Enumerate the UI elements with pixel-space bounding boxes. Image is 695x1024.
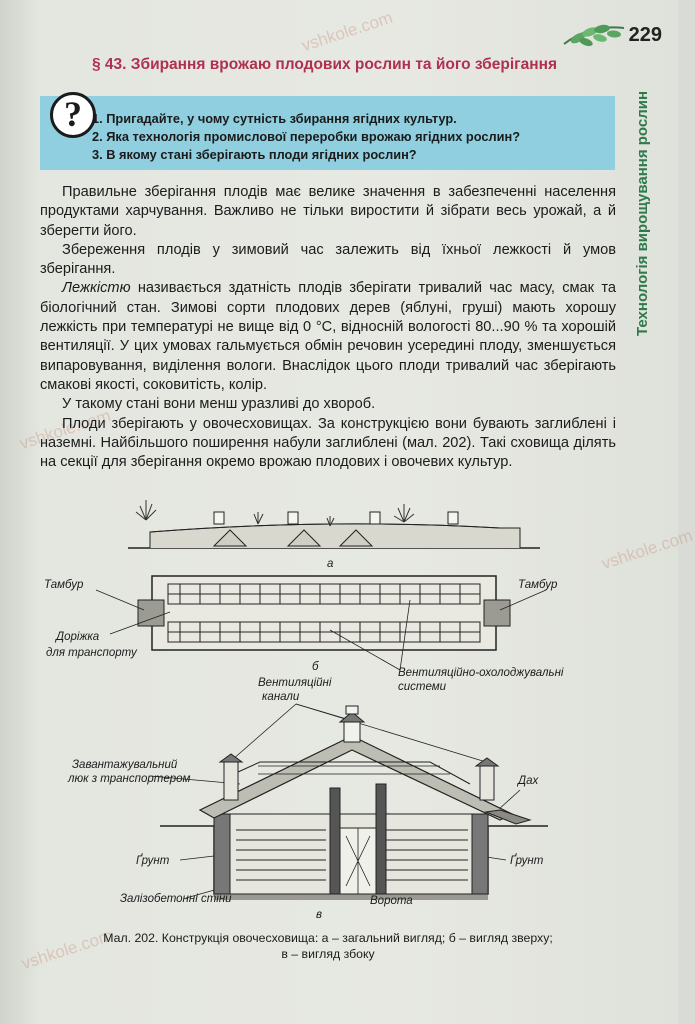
label-soil-right: Ґрунт (510, 855, 544, 867)
page-number-block (560, 18, 670, 52)
storage-figure (0, 484, 678, 924)
question-item: 1. Пригадайте, у чому сутність збирання ягідних культур. (92, 111, 457, 126)
watermark: vshkole.com (299, 7, 395, 56)
watermark: vshkole.com (19, 925, 115, 974)
label-vent-channels-2: канали (262, 691, 300, 703)
label-roof: Дах (518, 775, 539, 787)
figure-label-v: в (316, 909, 323, 921)
label-path-1: Доріжка (56, 631, 100, 643)
watermark: vshkole.com (17, 405, 113, 454)
label-tambur-left: Тамбур (44, 579, 84, 591)
figure-b-top-view (44, 576, 564, 693)
label-vent-channels-1: Вентиляційні (258, 677, 332, 689)
label-tambur-right: Тамбур (518, 579, 558, 591)
figure-caption (40, 930, 616, 962)
label-path-2: для транспорту (46, 647, 137, 659)
paragraph: Збереження плодів у зимовий час залежить від їхньої лежкості й умов зберігання. (40, 241, 616, 278)
leaf-icon (560, 18, 630, 52)
watermark: vshkole.com (599, 525, 695, 574)
paragraph: Правильне зберігання плодів має велике значення в забезпеченні населення продуктами харчування. Важливо не тільки виростити й зібрати весь урожай, а й зберегти його. (40, 184, 616, 239)
caption-line: в – вигляд збоку (281, 947, 375, 961)
question-item: 3. В якому стані зберігають плоди ягідних рослин? (92, 147, 417, 162)
question-mark-icon: ? (50, 92, 96, 138)
caption-line: Мал. 202. Конструкція овочесховища: а – загальний вигляд; б – вигляд зверху; (103, 931, 553, 945)
question-item: 2. Яка технологія промислової переробки врожаю ягідних рослин? (92, 129, 521, 144)
page-number: 229 (628, 24, 662, 46)
label-hatch-1: Завантажувальний (72, 759, 178, 771)
label-vent-systems-2: системи (398, 681, 447, 693)
figure-label-b: б (312, 661, 319, 673)
paragraph (40, 279, 616, 395)
section-heading: § 43. Збирання врожаю плодових рослин та його зберігання (92, 56, 557, 73)
paragraph-text: називається здатність плодів зберігати тривалий час масу, смак та біологічний стан. Зимові сорти плодових дерев (яблуні, груші) мають хорошу лежкість при температурі не вище від 0 °С, відносній вологості 80...90 % та хорошій вентиляції. У цих умовах гальмується обмін речовин усередині плоду, зменшується випаровування, виділення вологи. Внаслідок цього плоди тривалий час зберігають смакові якості, соковитість, колір. (40, 280, 616, 393)
label-vent-systems-1: Вентиляційно-охолоджувальні (398, 667, 564, 679)
label-walls: Залізобетонні стіни (120, 893, 232, 905)
chapter-side-label: Технологія вирощування рослин (634, 90, 651, 336)
label-hatch-2: люк з транспортером (68, 773, 191, 785)
figure-label-a: а (327, 558, 334, 570)
questions-list (92, 110, 612, 164)
figure-a-general-view (128, 500, 540, 570)
term: Лежкістю (62, 280, 131, 297)
paragraph: Плоди зберігають у овочесховищах. За конструкцією вони бувають заглиблені і наземні. Найбільшого поширення набули заглиблені (мал. 202). Такі сховища ділять на секції для зберігання окремо врожаю плодових і овочевих культур. (40, 415, 616, 471)
label-gate: Ворота (370, 895, 413, 907)
label-soil-left: Ґрунт (136, 855, 170, 867)
figure-v-side-view (67, 677, 548, 921)
body-text (40, 183, 616, 472)
paragraph: У такому стані вони менш уразливі до хвороб. (62, 396, 376, 413)
